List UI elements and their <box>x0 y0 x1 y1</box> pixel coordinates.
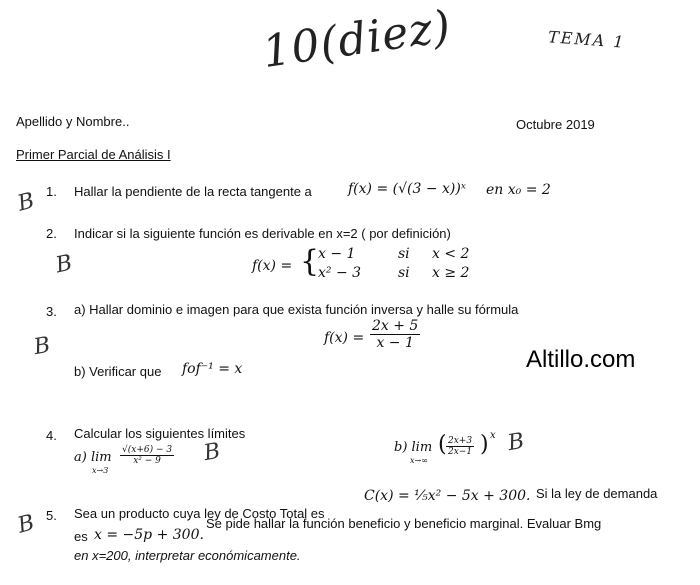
q4b-open-paren: ( <box>438 432 447 457</box>
q1-formula: f(x) = (√(3 − x))ˣ <box>348 181 466 197</box>
tema-label: TEMA 1 <box>547 27 627 52</box>
q5-number: 5. <box>46 508 57 523</box>
grade-mark: 10(diez) <box>259 1 455 78</box>
q1-text: Hallar la pendiente de la recta tangente a <box>74 184 312 199</box>
q4b-numerator: 2x+3 <box>448 436 473 446</box>
q4b-denominator: 2x−1 <box>448 447 473 457</box>
q3b-text: b) Verificar que <box>74 364 162 379</box>
q3-denominator: x − 1 <box>376 335 414 351</box>
grade-mark-q2: B <box>53 250 75 279</box>
q4b-close-paren: ) <box>480 432 489 457</box>
q3b-formula: fof⁻¹ = x <box>182 361 243 377</box>
q3-text: a) Hallar dominio e imagen para que exista función inversa y halle su fórmula <box>74 302 519 317</box>
q2-case1-si: si <box>398 246 410 262</box>
grade-mark-q4a: B <box>201 438 223 467</box>
q5-line1-formula: C(x) = ⅕x² − 5x + 300. <box>364 488 531 504</box>
grade-mark-q3: B <box>31 332 53 361</box>
q5-line2-text: es <box>74 529 88 544</box>
q4a-denominator: x² − 9 <box>133 456 161 466</box>
watermark: Altillo.com <box>526 346 636 373</box>
q4b-exponent: x <box>490 430 496 441</box>
q2-brace: { <box>300 244 320 279</box>
q2-number: 2. <box>46 226 57 241</box>
q5-line1-text: Sea un producto cuya ley de Costo Total es <box>74 506 325 521</box>
q2-lhs: f(x) = <box>252 258 293 274</box>
q2-case2-expr: x² − 3 <box>318 265 362 281</box>
q4b-fraction <box>446 436 474 457</box>
q4a-label: a) lim <box>74 450 112 465</box>
q3-number: 3. <box>46 304 57 319</box>
q4-text: Calcular los siguientes límites <box>74 426 246 441</box>
q1-number: 1. <box>46 184 57 199</box>
grade-mark-q5: B <box>15 510 38 539</box>
q5-line3-text: en x=200, interpretar económicamente. <box>74 548 301 563</box>
grade-mark-q4b: B <box>505 428 527 457</box>
q3-numerator: 2x + 5 <box>372 318 419 334</box>
q2-case2-si: si <box>398 265 410 281</box>
q4a-sub: x→3 <box>92 466 109 475</box>
q4b-sub: x→∞ <box>410 456 428 465</box>
q5-line2-text-end: Se pide hallar la función beneficio y beneficio marginal. Evaluar Bmg <box>206 516 602 531</box>
q2-case1-cond: x < 2 <box>432 246 470 262</box>
q1-at: en x₀ = 2 <box>486 182 551 198</box>
q2-case2-cond: x ≥ 2 <box>432 265 470 281</box>
q3-lhs: f(x) = <box>324 330 365 346</box>
q4-number: 4. <box>46 428 57 443</box>
q5-line1-text-end: Si la ley de demanda <box>536 486 658 501</box>
q2-text: Indicar si la siguiente función es derivable en x=2 ( por definición) <box>74 226 451 241</box>
q3-fraction <box>370 318 420 351</box>
name-label: Apellido y Nombre.. <box>16 114 130 129</box>
q4b-label: b) lim <box>394 440 433 455</box>
exam-title: Primer Parcial de Análisis I <box>16 147 171 162</box>
q5-line2-formula: x = −5p + 300. <box>94 527 204 543</box>
grade-mark-q1: B <box>15 188 38 217</box>
exam-date: Octubre 2019 <box>516 117 595 132</box>
q4a-numerator: √(x+6) − 3 <box>122 445 173 455</box>
q4a-fraction <box>120 445 174 466</box>
q2-case1-expr: x − 1 <box>318 246 356 262</box>
